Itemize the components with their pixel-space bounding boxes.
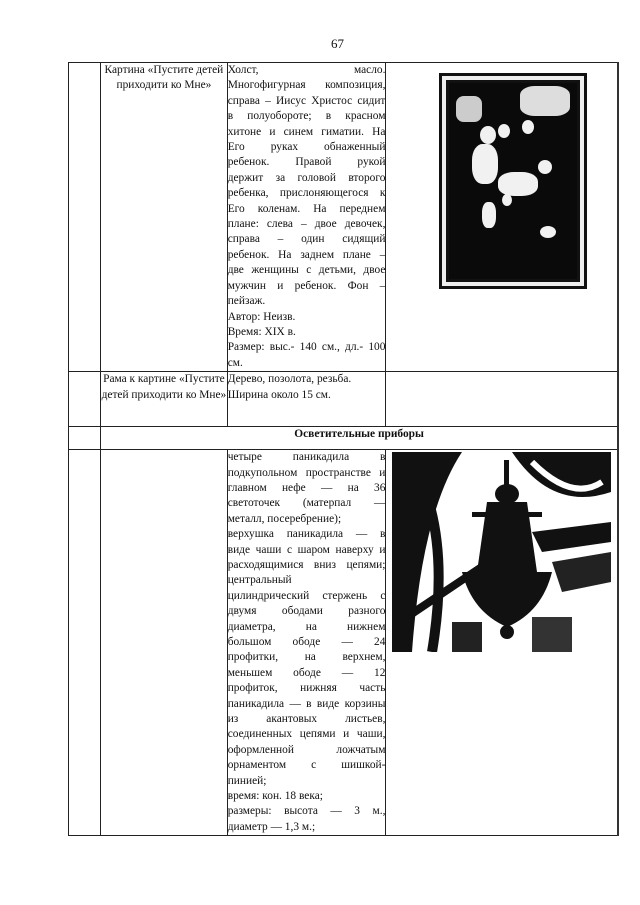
desc-line: паникадила — в виде корзины: [227, 697, 386, 710]
item-name: Картина «Пустите детей приходити ко Мне»: [101, 63, 228, 372]
desc-line: мужчин и ребенок. Фон –: [227, 279, 386, 292]
desc-line: Его руках обнаженный: [227, 141, 386, 154]
desc-line: главном нефе — на 36: [227, 481, 386, 494]
desc-line: четыре паникадила в: [227, 451, 386, 464]
desc-line: диаметр — 1,3 м.;: [227, 820, 316, 833]
desc-line: соединенных цепями и чаши,: [227, 728, 386, 741]
desc-line: расходящимися вниз цепями;: [227, 558, 386, 571]
desc-line: диаметра, на нижнем: [227, 620, 386, 633]
desc-line: плане: слева – двое девочек,: [227, 218, 386, 231]
index-cell: [69, 372, 101, 427]
desc-line: Многофигурная композиция,: [227, 79, 386, 92]
desc-line: хитоне и синем гиматии. На: [227, 125, 386, 138]
desc-line: меньшем ободе — 12: [227, 666, 386, 679]
desc-line: центральный: [227, 574, 292, 587]
item-description: [227, 450, 386, 836]
desc-line: ребенок. Правой рукой: [227, 156, 386, 169]
photo-cell: [386, 372, 618, 427]
desc-line: Размер: выс.- 140 см., дл.- 100: [227, 341, 386, 354]
section-header-row: [69, 427, 619, 450]
desc-line: двумя ободами разного: [227, 605, 386, 618]
desc-line: см.: [227, 356, 243, 369]
index-cell: [69, 450, 101, 836]
item-description: [227, 63, 386, 372]
desc-line: справа – Иисус Христос сидит: [227, 94, 386, 107]
desc-line: верхушка паникадила — в: [227, 528, 386, 541]
desc-line: Ширина около 15 см.: [227, 388, 331, 401]
desc-line: цилиндрический стержень с: [227, 589, 386, 602]
desc-line: орнаментом с шишкой-: [227, 759, 386, 772]
desc-line: Автор: Неизв.: [227, 310, 296, 323]
desc-line: виде чаши с шаром наверху и: [227, 543, 386, 556]
desc-line: ребенка, прислоняющегося к: [227, 187, 386, 200]
desc-line: Время: XIX в.: [227, 325, 296, 338]
index-cell: [69, 63, 101, 372]
table-row: [69, 450, 619, 836]
photo-cell: [386, 450, 618, 836]
desc-line: Холст, масло.: [227, 64, 386, 76]
index-cell: [69, 427, 101, 450]
table-row: [69, 63, 619, 372]
desc-line: большом ободе — 24: [227, 636, 386, 648]
desc-line: размеры: высота — 3 м.,: [227, 805, 386, 818]
item-description: [227, 372, 386, 427]
inventory-table: [68, 62, 619, 836]
desc-line: ребенок. На заднем плане –: [227, 248, 386, 261]
desc-line: в полуобороте; в красном: [227, 110, 386, 123]
desc-line: подкупольном пространстве и: [227, 466, 386, 479]
desc-line: время: кон. 18 века;: [227, 790, 323, 803]
item-name: [101, 450, 228, 836]
chandelier-photo: [392, 452, 611, 652]
desc-line: держит за головой второго: [227, 171, 386, 184]
desc-line: пинией;: [227, 774, 267, 787]
desc-line: профиток, нижняя часть: [227, 682, 386, 695]
desc-line: профитки, на верхнем,: [227, 651, 386, 664]
desc-line: две женщины с детьми, двое: [227, 264, 386, 277]
item-name: Рама к картине «Пустите детей приходити ко Мне»: [101, 372, 228, 427]
desc-line: металл, посеребрение);: [227, 512, 342, 525]
desc-line: оформленной ложчатым: [227, 743, 386, 756]
desc-line: пейзаж.: [227, 295, 266, 308]
painting-photo: [439, 73, 587, 289]
table-row: [69, 372, 619, 427]
desc-line: светоточек (матерпал —: [227, 497, 386, 510]
page-number: 67: [331, 36, 344, 51]
desc-line: Дерево, позолота, резьба.: [227, 373, 352, 386]
desc-line: из акантовых листьев,: [227, 713, 386, 726]
section-title: Осветительные приборы: [101, 427, 618, 450]
photo-cell: [386, 63, 618, 372]
desc-line: Его коленам. На переднем: [227, 202, 386, 215]
desc-line: справа – один сидящий: [227, 233, 386, 246]
